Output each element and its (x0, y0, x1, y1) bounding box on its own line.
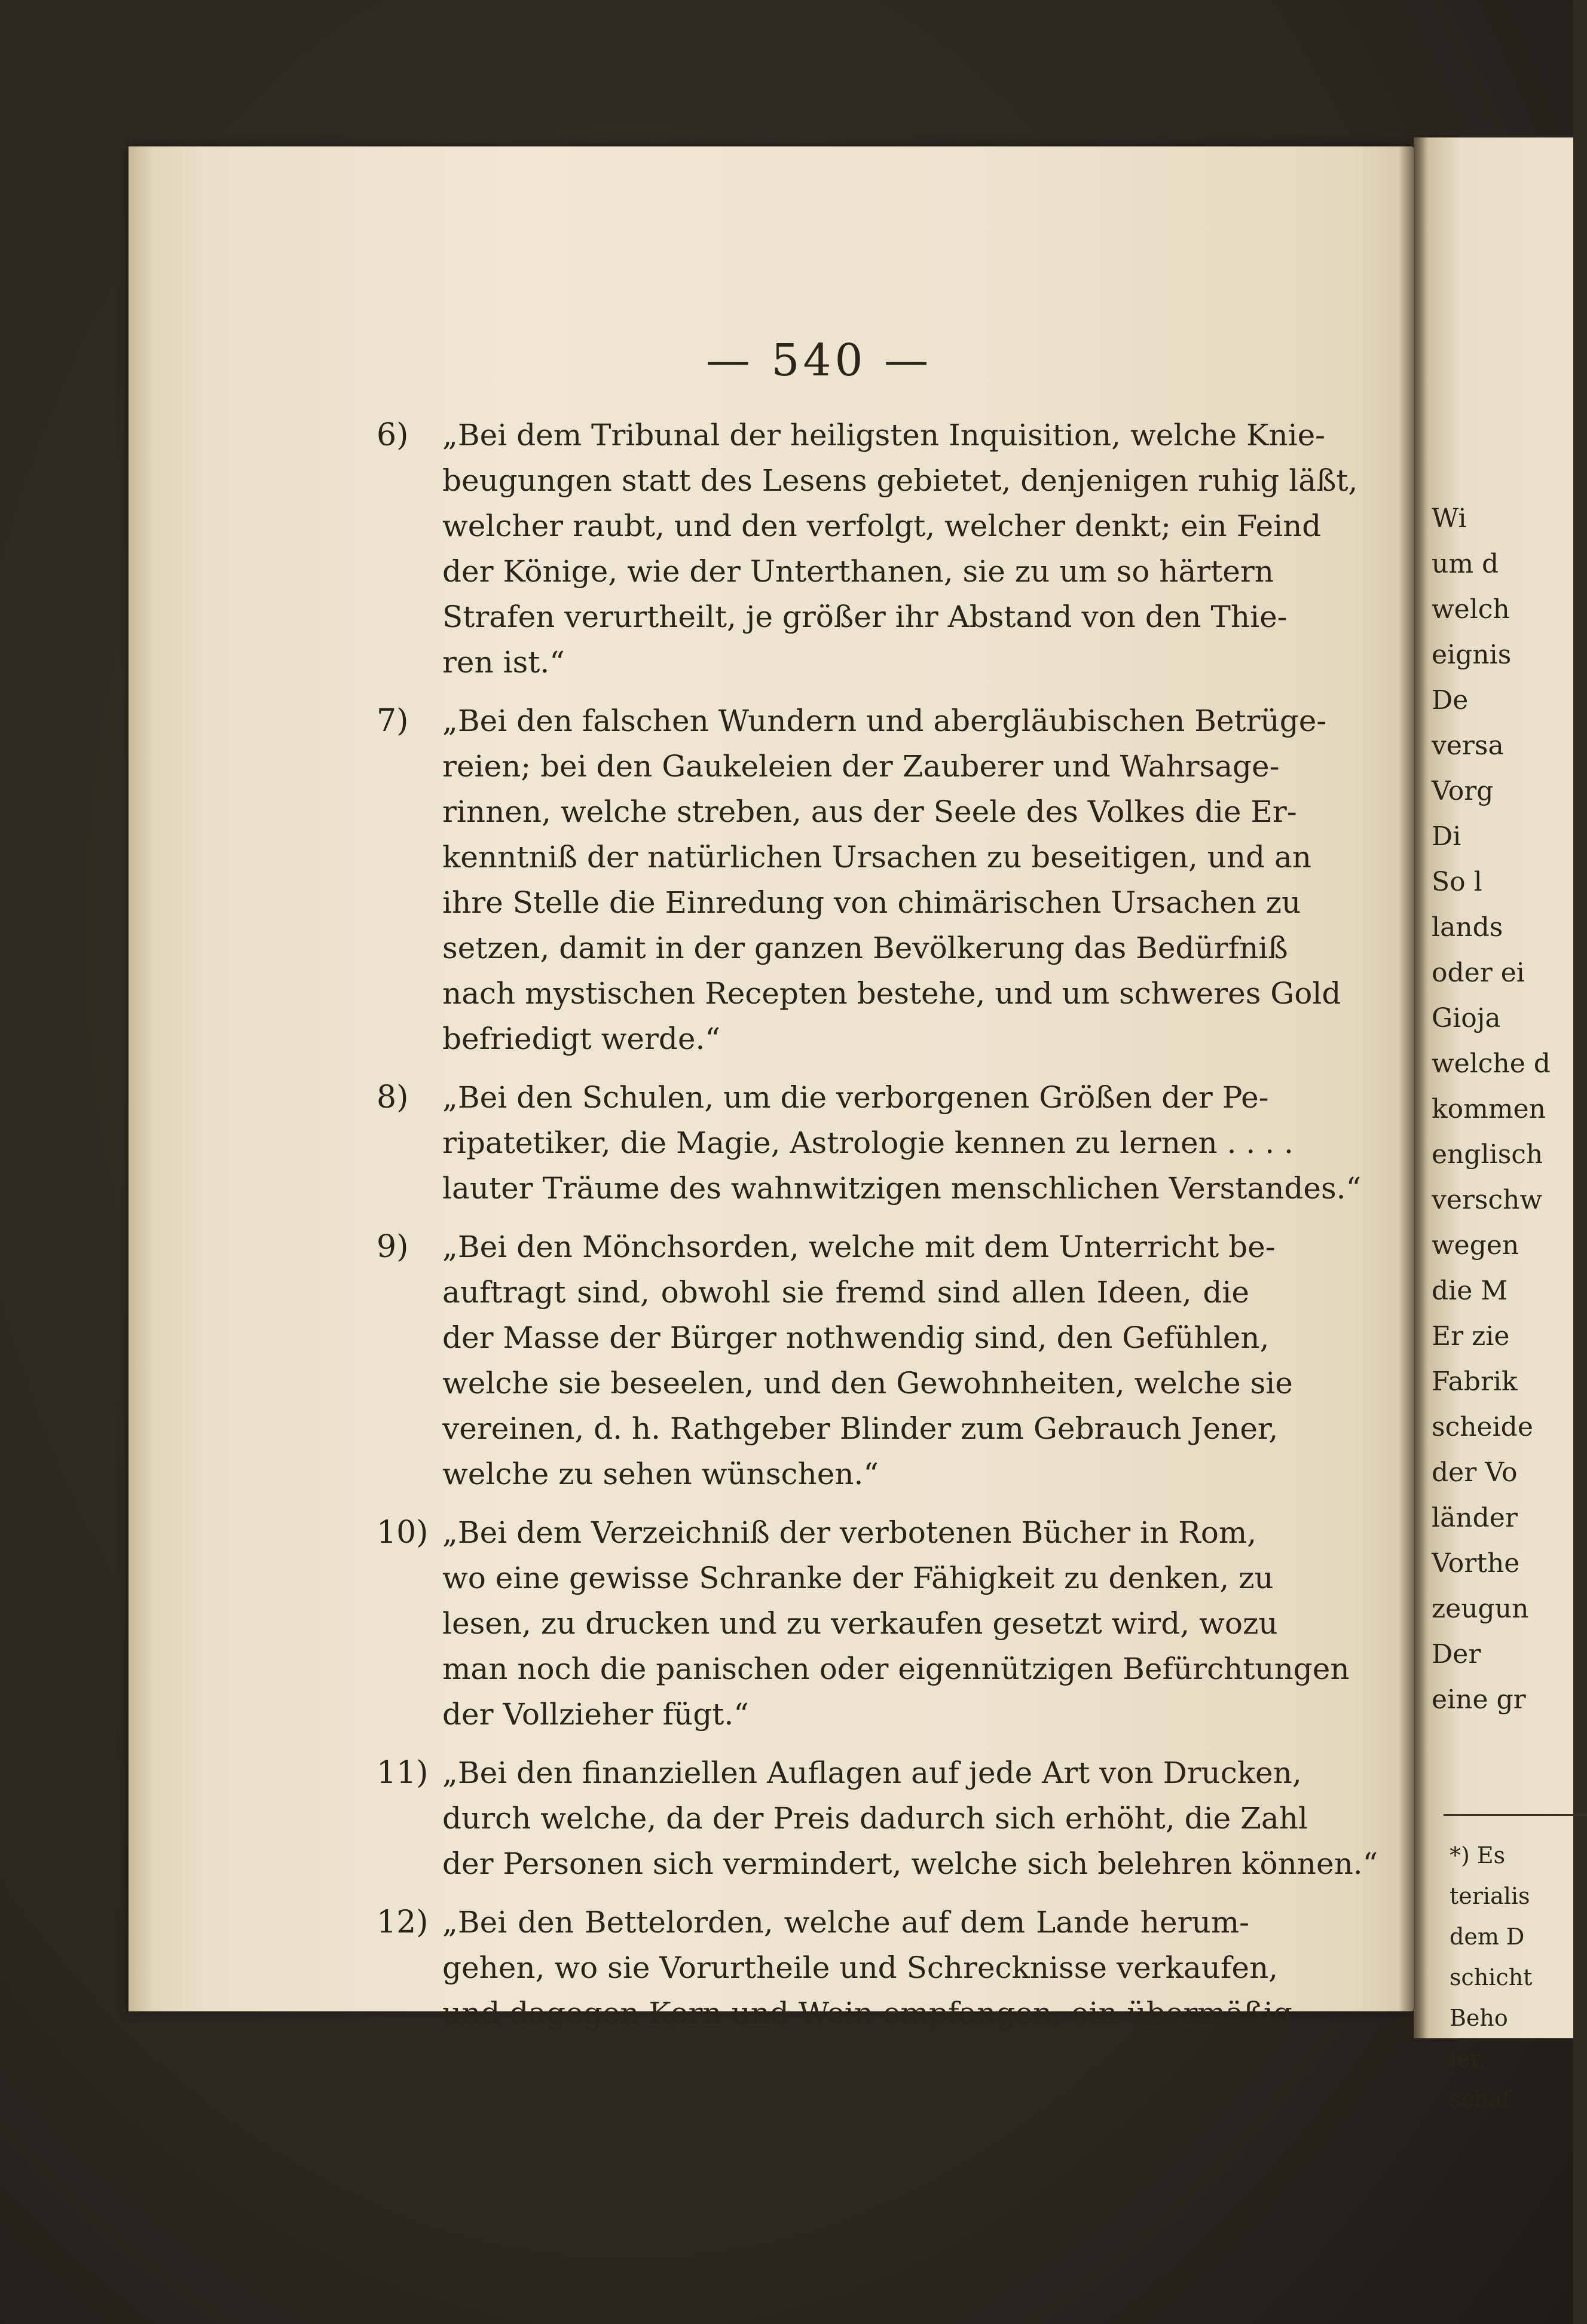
text-fragment: eine gr (1432, 1684, 1526, 1715)
text-line: man noch die panischen oder eigennützigen Befürchtungen (442, 1652, 1350, 1686)
text-fragment: So l (1432, 867, 1482, 897)
text-line: rinnen, welche streben, aus der Seele des Volkes die Er- (442, 794, 1297, 829)
footnote-fragment: ler, (1450, 2045, 1486, 2072)
text-line: der Vollzieher fügt.“ (442, 1697, 749, 1732)
text-line: auftragt sind, obwohl sie fremd sind allen Ideen, die (442, 1275, 1249, 1310)
text-fragment: Fabrik (1432, 1366, 1518, 1397)
item-number: 8) (377, 1080, 409, 1115)
text-fragment: oder ei (1432, 958, 1525, 988)
text-fragment: der Vo (1432, 1457, 1518, 1488)
item-number: 10) (377, 1515, 429, 1551)
text-fragment: zeugun (1432, 1594, 1529, 1624)
footnote-fragment: *) Es (1450, 1842, 1506, 1869)
text-line: reien; bei den Gaukeleien der Zauberer und Wahrsage- (442, 749, 1280, 784)
text-fragment: Vorthe (1432, 1548, 1520, 1579)
text-fragment: Wi (1432, 503, 1467, 534)
text-fragment: Er zie (1432, 1321, 1510, 1351)
footnote-fragment: schaf (1450, 2086, 1510, 2112)
text-line: welche zu sehen wünschen.“ (442, 1457, 879, 1491)
text-fragment: Der (1432, 1639, 1481, 1669)
text-fragment: Vorg (1432, 776, 1494, 806)
item-number: 9) (377, 1229, 409, 1265)
text-line: beugungen statt des Lesens gebietet, denjenigen ruhig läßt, (442, 463, 1358, 498)
text-line: „Bei dem Tribunal der heiligsten Inquisition, welche Knie- (442, 418, 1326, 452)
text-line: durch welche, da der Preis dadurch sich erhöht, die Zahl (442, 1801, 1308, 1836)
list-item (377, 412, 1358, 685)
text-fragment: versa (1432, 730, 1504, 761)
text-line: lauter Träume des wahnwitzigen menschlichen Verstandes.“ (442, 1171, 1362, 1206)
text-fragment: scheide (1432, 1412, 1533, 1442)
text-line: „Bei den falschen Wundern und abergläubischen Betrüge- (442, 704, 1327, 738)
text-line: welche sie beseelen, und den Gewohnheiten, welche sie (442, 1366, 1293, 1400)
text-line: lesen, zu drucken und zu verkaufen gesetzt wird, wozu (442, 1606, 1278, 1641)
text-fragment: lands (1432, 912, 1503, 943)
text-line: welcher raubt, und den verfolgt, welcher denkt; ein Feind (442, 509, 1322, 543)
footnote-fragment: schicht (1450, 1964, 1533, 1990)
text-line: befriedigt werde.“ (442, 1022, 720, 1056)
list-item (377, 698, 1341, 1062)
text-line: der Könige, wie der Unterthanen, sie zu um so härtern (442, 554, 1274, 589)
text-fragment: welche d (1432, 1048, 1551, 1079)
text-line: der Masse der Bürger nothwendig sind, den Gefühlen, (442, 1320, 1270, 1355)
right-page-text-fragments (1432, 496, 1569, 1723)
text-fragment: De (1432, 685, 1469, 715)
numbered-list (377, 412, 1378, 2049)
text-line: setzen, damit in der ganzen Bevölkerung das Bedürfniß (442, 931, 1288, 965)
text-fragment: welch (1432, 594, 1510, 625)
text-fragment: kommen (1432, 1094, 1546, 1124)
item-number: 7) (377, 703, 409, 739)
text-line: „Bei den finanziellen Auflagen auf jede Art von Drucken, (442, 1756, 1302, 1790)
text-line: wo eine gewisse Schranke der Fähigkeit zu denken, zu (442, 1561, 1274, 1595)
item-number: 6) (377, 417, 409, 453)
text-line: „Bei dem Verzeichniß der verbotenen Bücher in Rom, (442, 1515, 1257, 1550)
text-fragment: wegen (1432, 1230, 1519, 1261)
page-number: — 540 — (705, 335, 932, 386)
text-fragment: die M (1432, 1276, 1508, 1306)
text-fragment: länder (1432, 1503, 1518, 1533)
text-fragment: verschw (1432, 1185, 1543, 1215)
text-line: kenntniß der natürlichen Ursachen zu beseitigen, und an (442, 840, 1312, 874)
text-line: der Personen sich vermindert, welche sich belehren können.“ (442, 1846, 1378, 1881)
text-line: Strafen verurtheilt, je größer ihr Abstand von den Thie- (442, 600, 1288, 634)
right-page-footnote (1450, 1835, 1581, 2120)
book-gutter (1399, 137, 1429, 2038)
list-item (377, 1750, 1378, 1886)
text-line: „Bei den Bettelorden, welche auf dem Lande herum- (442, 1905, 1249, 1940)
text-line: nach mystischen Recepten bestehe, und um schweres Gold (442, 976, 1341, 1011)
list-item (377, 1224, 1293, 1497)
text-line: „Bei den Mönchsorden, welche mit dem Unterricht be- (442, 1230, 1276, 1264)
right-page (1414, 137, 1573, 2112)
text-line: ripatetiker, die Magie, Astrologie kennen zu lernen . . . . (442, 1126, 1294, 1160)
text-line: ren ist.“ (442, 645, 565, 680)
footnote-fragment: Beho (1450, 2005, 1508, 2031)
text-line: „Bei den Schulen, um die verborgenen Größen der Pe- (442, 1080, 1269, 1115)
text-line: ihre Stelle die Einredung von chimärischen Ursachen zu (442, 885, 1301, 920)
item-number: 11) (377, 1755, 429, 1791)
text-fragment: Gioja (1432, 1003, 1501, 1033)
text-line: gehen, wo sie Vorurtheile und Schrecknisse verkaufen, (442, 1950, 1279, 1985)
text-fragment: englisch (1432, 1139, 1543, 1170)
text-line: und dagegen Korn und Wein empfangen, ein übermäßig (442, 1996, 1292, 2031)
footnote-fragment: terialis (1450, 1883, 1530, 1909)
list-item (377, 1900, 1292, 2036)
list-item (377, 1510, 1350, 1737)
text-fragment: eignis (1432, 640, 1512, 670)
footnote-fragment: dem D (1450, 1924, 1525, 1950)
text-fragment: um d (1432, 549, 1499, 579)
text-fragment: Di (1432, 821, 1461, 852)
item-number: 12) (377, 1904, 429, 1940)
list-item (377, 1075, 1362, 1211)
text-line: vereinen, d. h. Rathgeber Blinder zum Gebrauch Jener, (442, 1411, 1279, 1446)
footnote-rule (1444, 1814, 1587, 1816)
